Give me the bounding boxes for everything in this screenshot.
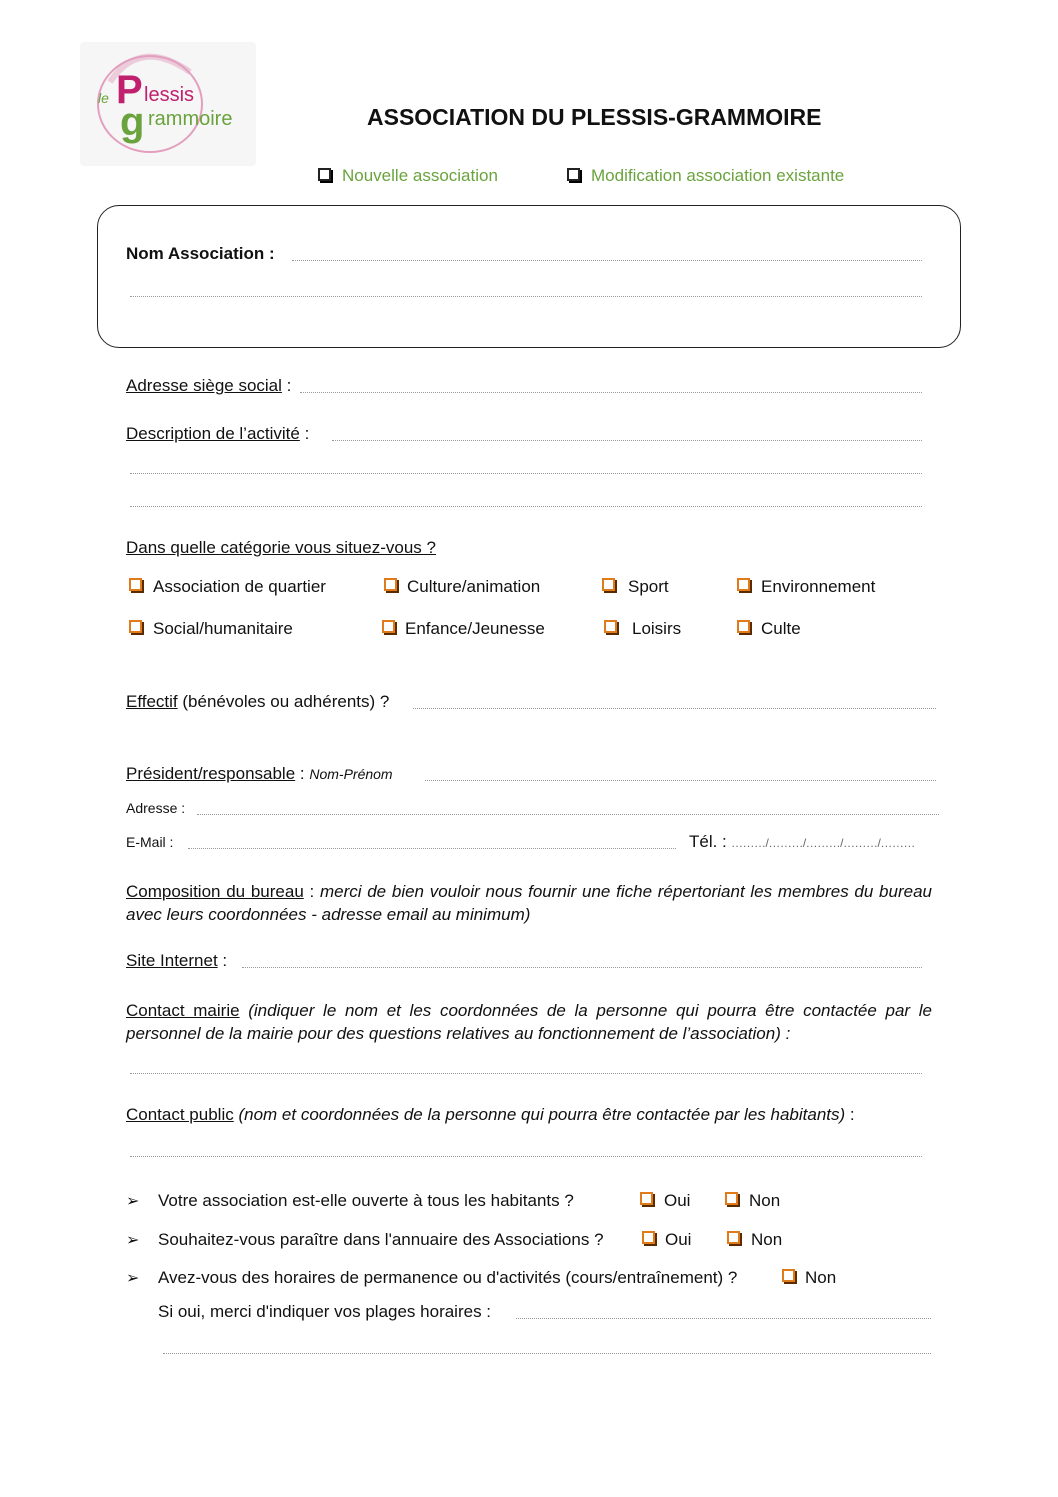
contact-public-text: (nom et coordonnées de la personne qui pourra être contactée par les habitants): [233, 1105, 846, 1124]
description-label-text: Description de l’activité: [126, 424, 300, 443]
effectif-field[interactable]: [413, 708, 936, 709]
hours-label: Si oui, merci d'indiquer vos plages horaires :: [158, 1302, 492, 1321]
description-label: [126, 424, 309, 444]
checkbox-modify-association[interactable]: [567, 168, 580, 181]
president-name-field[interactable]: [425, 780, 936, 781]
checkbox-category-quartier[interactable]: [129, 578, 142, 591]
category-label-social: Social/humanitaire: [153, 619, 293, 638]
checkbox-open-yes[interactable]: [640, 1192, 653, 1205]
description-field-line2[interactable]: [130, 473, 922, 474]
president-label-text: Président/responsable: [126, 764, 296, 783]
address-label-suffix: :: [281, 376, 292, 395]
site-field[interactable]: [242, 967, 922, 968]
option-new-label: Nouvelle association: [342, 166, 498, 185]
question-hours-no-label: Non: [805, 1268, 837, 1287]
president-email-label: E-Mail :: [126, 834, 174, 850]
question-directory-no-label: Non: [751, 1230, 783, 1249]
category-label-enfance: Enfance/Jeunesse: [405, 619, 545, 638]
site-label: [126, 951, 227, 971]
logo-initial-p: P: [116, 68, 143, 112]
page-title: ASSOCIATION DU PLESSIS-GRAMMOIRE: [367, 104, 822, 130]
category-question: Dans quelle catégorie vous situez-vous ?: [126, 538, 436, 557]
option-modify-label: Modification association existante: [591, 166, 845, 185]
category-label-sport: Sport: [628, 577, 669, 596]
effectif-label-rest: (bénévoles ou adhérents) ?: [177, 692, 390, 711]
description-field[interactable]: [332, 440, 922, 441]
contact-public-label-text: Contact public: [126, 1105, 234, 1124]
contact-public-label: [126, 1105, 855, 1125]
category-label-loisirs: Loisirs: [632, 619, 682, 638]
contact-mairie-field[interactable]: [130, 1073, 922, 1074]
checkbox-directory-yes[interactable]: [642, 1231, 655, 1244]
checkbox-category-loisirs[interactable]: [604, 620, 617, 633]
site-label-text: Site Internet: [126, 951, 218, 970]
checkbox-category-culture[interactable]: [384, 578, 397, 591]
checkbox-directory-no[interactable]: [727, 1231, 740, 1244]
president-tel-field[interactable]: ………/………/………/………/………: [731, 836, 915, 850]
president-name-hint: Nom-Prénom: [309, 766, 393, 782]
contact-mairie-label: Contact mairie: [126, 1001, 240, 1020]
question-open-no-label: Non: [749, 1191, 781, 1210]
president-label: [126, 764, 393, 784]
president-email-field[interactable]: [188, 848, 676, 849]
checkbox-category-environnement[interactable]: [737, 578, 750, 591]
checkbox-new-association[interactable]: [318, 168, 331, 181]
effectif-label-text: Effectif: [126, 692, 178, 711]
bureau-sep: :: [303, 882, 320, 901]
address-field[interactable]: [300, 392, 922, 393]
bureau-paragraph: [126, 880, 932, 926]
question-open-yes-label: Oui: [664, 1191, 691, 1210]
question-directory-yes-label: Oui: [665, 1230, 692, 1249]
association-name-field-line2[interactable]: [130, 296, 922, 297]
bureau-text: merci de bien vouloir nous fournir une fiche répertoriant les membres du bureau avec leurs coordonnées - adresse email au minimum): [126, 882, 932, 924]
checkbox-hours-no[interactable]: [782, 1269, 795, 1282]
checkbox-category-culte[interactable]: [737, 620, 750, 633]
question-hours-text: Avez-vous des horaires de permanence ou d'activités (cours/entraînement) ?: [158, 1268, 738, 1287]
checkbox-category-social[interactable]: [129, 620, 142, 633]
address-label-text: Adresse siège social: [126, 376, 282, 395]
checkbox-category-sport[interactable]: [602, 578, 615, 591]
logo-line2: rammoire: [148, 108, 233, 130]
description-field-line3[interactable]: [130, 506, 922, 507]
effectif-label: [126, 692, 389, 712]
category-label-environnement: Environnement: [761, 577, 876, 596]
question-directory-text: Souhaitez-vous paraître dans l'annuaire des Associations ?: [158, 1230, 604, 1249]
address-label: [126, 376, 291, 396]
president-tel-label: Tél. :: [689, 832, 727, 851]
category-label-culture: Culture/animation: [407, 577, 541, 596]
checkbox-open-no[interactable]: [725, 1192, 738, 1205]
bullet-arrow-2: ➢: [126, 1232, 140, 1249]
hours-field[interactable]: [516, 1318, 931, 1319]
logo: [80, 42, 256, 166]
logo-prefix: le: [98, 90, 109, 106]
association-name-box: [97, 205, 961, 348]
president-address-label: Adresse :: [126, 800, 186, 816]
question-open-text: Votre association est-elle ouverte à tous les habitants ?: [158, 1191, 574, 1210]
logo-initial-g: g: [120, 100, 145, 144]
site-label-suffix: :: [217, 951, 228, 970]
president-label-sep: :: [295, 764, 310, 783]
contact-public-field[interactable]: [130, 1156, 922, 1157]
hours-field-line2[interactable]: [163, 1353, 931, 1354]
bullet-arrow-3: ➢: [126, 1270, 140, 1287]
category-label-quartier: Association de quartier: [153, 577, 326, 596]
association-name-label: Nom Association :: [126, 244, 275, 263]
bullet-arrow-1: ➢: [126, 1193, 140, 1210]
checkbox-category-enfance[interactable]: [382, 620, 395, 633]
contact-mairie-text: (indiquer le nom et les coordonnées de la personne qui pourra être contactée par le personnel de la mairie pour des questions relatives au fonctionnement de l’association) :: [126, 1001, 932, 1043]
contact-public-suffix: :: [845, 1105, 855, 1124]
contact-mairie-paragraph: [126, 999, 932, 1045]
bureau-label: Composition du bureau: [126, 882, 304, 901]
description-label-suffix: :: [299, 424, 310, 443]
logo-line1: lessis: [144, 84, 195, 106]
president-address-field[interactable]: [197, 814, 939, 815]
association-name-field[interactable]: [292, 260, 922, 261]
category-label-culte: Culte: [761, 619, 801, 638]
